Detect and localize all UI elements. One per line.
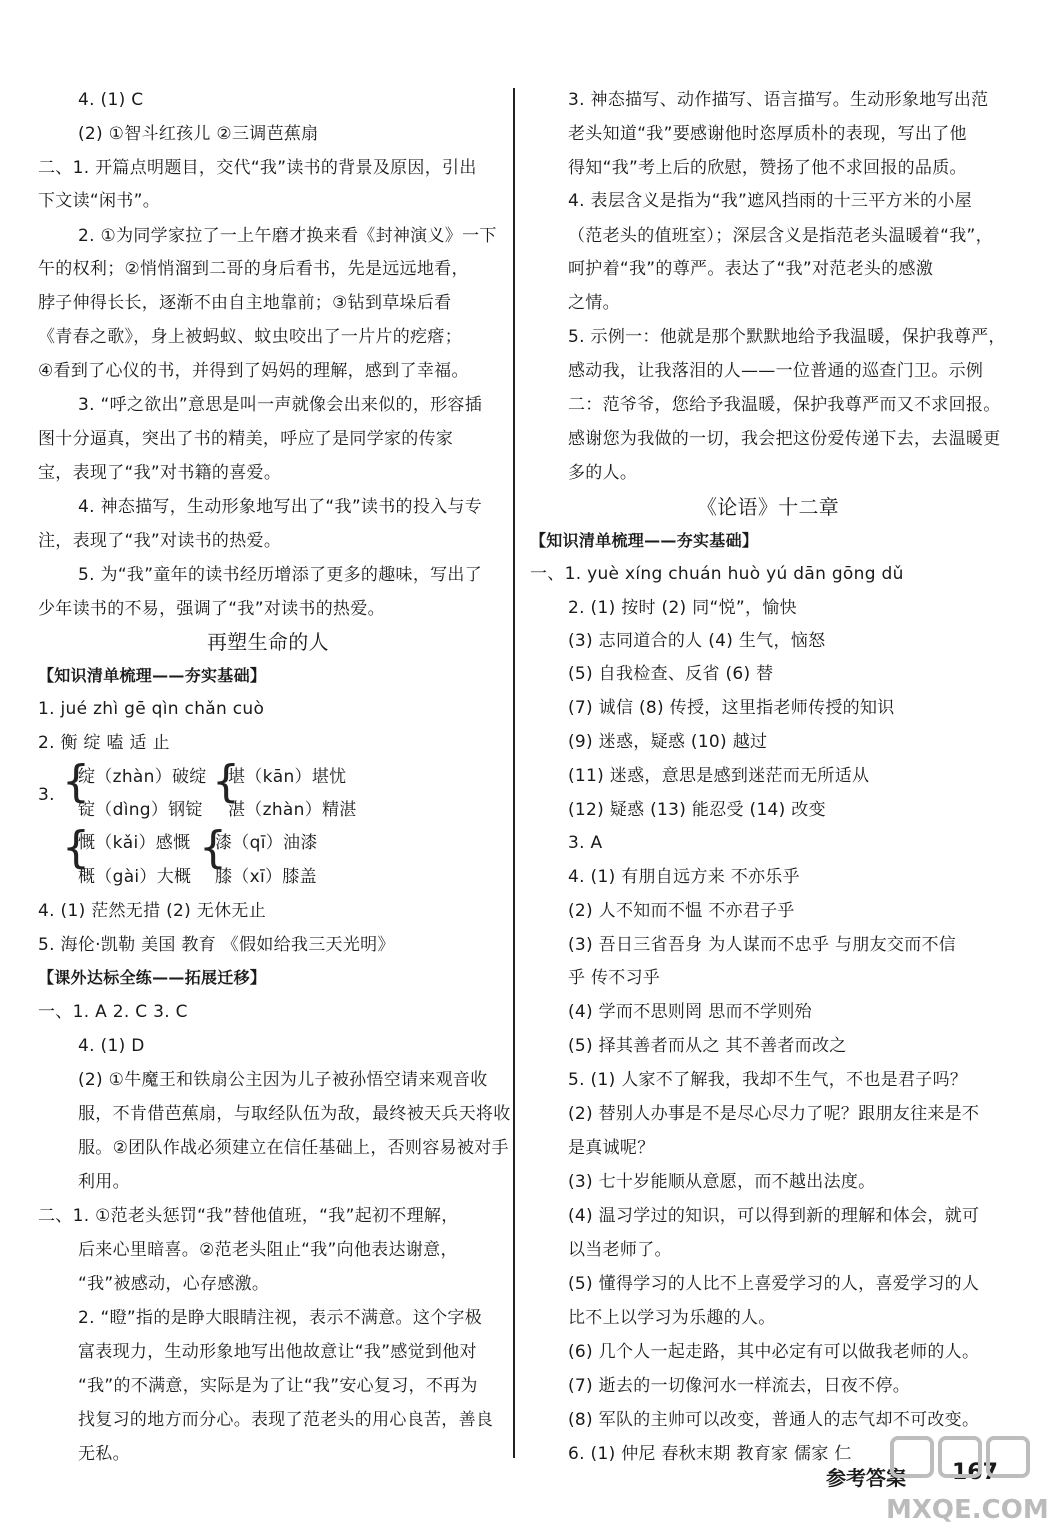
text-line: 以当老师了。 [568,1240,672,1260]
text-line: 比不上以学习为乐趣的人。 [568,1308,776,1328]
text-line: 服。②团队作战必须建立在信任基础上，否则容易被对手 [78,1138,509,1158]
section-title: 再塑生命的人 [207,630,329,654]
text-line: 膝（xī）膝盖 [215,867,317,887]
text-line: 5. 示例一：他就是那个默默地给予我温暖，保护我尊严， [568,327,1006,347]
text-line: 二、1. 开篇点明题目，交代“我”读书的背景及原因，引出 [38,158,477,178]
text-line: 下文读“闲书”。 [38,191,161,211]
text-line: 湛（zhàn）精湛 [228,800,357,820]
text-line: 绽（zhàn）破绽 [78,767,207,787]
text-line: 3. [38,785,55,805]
page-number: 167 [952,1460,998,1485]
text-line: (2) ①智斗红孩儿 ②三调芭蕉扇 [78,124,319,144]
brace-1: { [62,756,90,807]
text-line: (9) 迷惑，疑惑 (10) 越过 [568,732,768,752]
text-line: 呵护着“我”的尊严。表达了“我”对范老头的感激 [568,259,934,279]
text-line: 5. (1) 人家不了解我，我却不生气，不也是君子吗？ [568,1070,968,1090]
text-line: 二：范爷爷，您给予我温暖，保护我尊严而又不求回报。 [568,395,1001,415]
text-line: 老头知道“我”要感谢他时恣厚质朴的表现，写出了他 [568,124,967,144]
text-line: 4. (1) C [78,90,144,110]
text-line: 4. (1) 有朋自远方来 不亦乐乎 [568,867,800,887]
text-line: 2. 衡 绽 嗑 适 止 [38,733,170,753]
section-heading: 【知识清单梳理——夯实基础】 [38,666,267,685]
text-line: 2. (1) 按时 (2) 同“悦”，愉快 [568,598,797,618]
section-title: 《论语》十二章 [697,495,840,519]
text-line: 2. ①为同学家拉了一上午磨才换来看《封神演义》一下 [78,226,497,246]
text-line: (4) 学而不思则罔 思而不学则殆 [568,1002,812,1022]
column-divider [513,88,515,1458]
footer-label: 参考答案 [826,1466,906,1490]
text-line: (12) 疑惑 (13) 能忍受 (14) 改变 [568,800,826,820]
section-heading: 【课外达标全练——拓展迁移】 [38,968,267,987]
text-line: (11) 迷惑，意思是感到迷茫而无所适从 [568,766,870,786]
text-line: (7) 逝去的一切像河水一样流去，日夜不停。 [568,1376,911,1396]
text-line: 感动我，让我落泪的人——一位普通的巡查门卫。示例 [568,361,984,381]
text-line: (2) 替别人办事是不是尽心尽力了呢？跟朋友往来是不 [568,1104,980,1124]
text-line: 5. 海伦·凯勒 美国 教育 《假如给我三天光明》 [38,935,395,955]
text-line: 得知“我”考上后的欣慰，赞扬了他不求回报的品质。 [568,158,967,178]
text-line: 6. (1) 仲尼 春秋末期 教育家 儒家 仁 [568,1444,852,1464]
text-line: 一、1. yuè xíng chuán huò yú dān gōng dǔ [530,564,904,584]
text-line: (3) 七十岁能顺从意愿，而不越出法度。 [568,1172,876,1192]
text-line: 4. (1) D [78,1036,145,1056]
text-line: 1. jué zhì gē qìn chǎn cuò [38,699,265,719]
text-line: 之情。 [568,293,620,313]
text-line: (2) 人不知而不愠 不亦君子乎 [568,901,795,921]
text-line: 无私。 [78,1444,130,1464]
text-line: 找复习的地方而分心。表现了范老头的用心良苦，善良 [78,1410,494,1430]
text-line: 图十分逼真，突出了书的精美，呼应了是同学家的传家 [38,429,454,449]
text-line: 是真诚呢？ [568,1138,655,1158]
watermark-logo [880,1432,1050,1528]
text-line: 午的权利；②悄悄溜到二哥的身后看书，先是远远地看， [38,259,469,279]
text-line: (3) 吾日三省吾身 为人谋而不忠乎 与朋友交而不信 [568,935,957,955]
text-line: 一、1. A 2. C 3. C [38,1002,188,1022]
text-line: 乎 传不习乎 [568,968,661,988]
brace-3: { [62,822,90,873]
text-line: “我”被感动，心存感激。 [78,1274,270,1294]
text-line: (4) 温习学过的知识，可以得到新的理解和体会，就可 [568,1206,980,1226]
text-line: 慨（kǎi）感慨 [78,833,191,853]
text-line: 富表现力，生动形象地写出他故意让“我”感觉到他对 [78,1342,477,1362]
section-heading: 【知识清单梳理——夯实基础】 [530,531,759,550]
text-line: 脖子伸得长长，逐渐不由自主地靠前；③钻到草垛后看 [38,293,452,313]
text-line: (3) 志同道合的人 (4) 生气，恼怒 [568,631,826,651]
text-line: 宝，表现了“我”对书籍的喜爱。 [38,463,282,483]
text-line: 服，不肯借芭蕉扇，与取经队伍为敌，最终被天兵天将收 [78,1104,511,1124]
text-line: (5) 自我检查、反省 (6) 替 [568,664,774,684]
text-line: （范老头的值班室）；深层含义是指范老头温暖着“我”， [568,226,993,246]
text-line: (2) ①牛魔王和铁扇公主因为儿子被孙悟空请来观音收 [78,1070,488,1090]
text-line: (7) 诚信 (8) 传授，这里指老师传授的知识 [568,698,895,718]
text-line: 注，表现了“我”对读书的热爱。 [38,531,282,551]
text-line: (5) 懂得学习的人比不上喜爱学习的人，喜爱学习的人 [568,1274,980,1294]
text-line: 5. 为“我”童年的读书经历增添了更多的趣味，写出了 [78,565,483,585]
text-line: 3. A [568,833,603,853]
text-line: 二、1. ①范老头惩罚“我”替他值班，“我”起初不理解， [38,1206,459,1226]
watermark-text: MXQE.COM [886,1495,1049,1525]
text-line: “我”的不满意，实际是为了让“我”安心复习，不再为 [78,1376,478,1396]
text-line: 概（gài）大概 [78,867,192,887]
text-line: (6) 几个人一起走路，其中必定有可以做我老师的人。 [568,1342,980,1362]
text-line: (8) 军队的主帅可以改变，普通人的志气却不可改变。 [568,1410,980,1430]
brace-2: { [212,756,240,807]
text-line: 锭（dìng）钢锭 [78,800,203,820]
text-line: 少年读书的不易，强调了“我”对读书的热爱。 [38,599,385,619]
text-line: 感谢您为我做的一切，我会把这份爱传递下去，去温暖更 [568,429,1001,449]
text-line: 3. 神态描写、动作描写、语言描写。生动形象地写出范 [568,90,989,110]
text-line: 4. 神态描写，生动形象地写出了“我”读书的投入与专 [78,497,483,517]
text-line: (5) 择其善者而从之 其不善者而改之 [568,1036,847,1056]
text-line: 利用。 [78,1172,130,1192]
text-line: 3. “呼之欲出”意思是叫一声就像会出来似的，形容插 [78,395,483,415]
text-line: 4. (1) 茫然无措 (2) 无休无止 [38,901,266,921]
text-line: 4. 表层含义是指为“我”遮风挡雨的十三平方米的小屋 [568,191,973,211]
text-line: ④看到了心仪的书，并得到了妈妈的理解，感到了幸福。 [38,361,469,381]
text-line: 多的人。 [568,463,638,483]
brace-4: { [199,822,227,873]
text-line: 2. “瞪”指的是睁大眼睛注视，表示不满意。这个字极 [78,1308,483,1328]
text-line: 堪（kān）堪忧 [228,767,347,787]
text-line: 漆（qī）油漆 [215,833,318,853]
text-line: 后来心里暗喜。②范老头阻止“我”向他表达谢意， [78,1240,458,1260]
text-line: 《青春之歌》，身上被蚂蚁、蚊虫咬出了一片片的疙瘩； [38,327,462,347]
